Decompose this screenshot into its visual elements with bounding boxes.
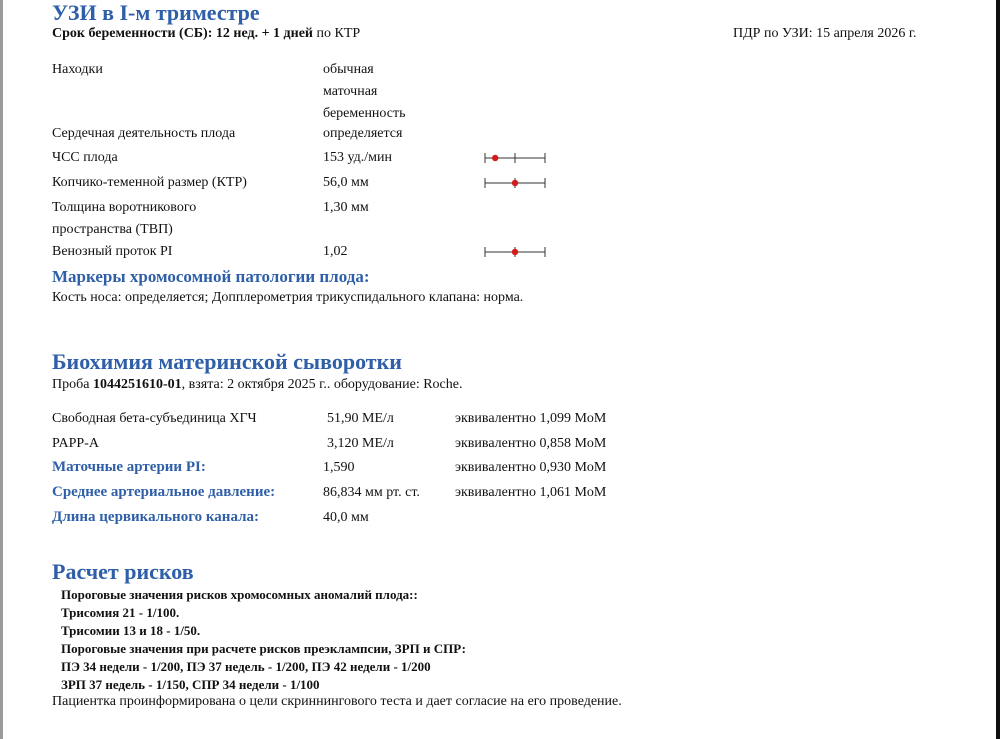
sample-details: , взята: 2 октября 2025 г.. оборудование: Roche. xyxy=(181,377,463,392)
risk-line: Пороговые значения рисков хромосомных аномалий плода:: xyxy=(61,587,418,602)
biochem-row-label: Среднее артериальное давление: xyxy=(52,484,276,500)
findings-value-line: обычная xyxy=(323,62,374,77)
row-label xyxy=(52,197,196,241)
range-marker xyxy=(484,175,546,191)
range-value-dot xyxy=(492,155,498,161)
range-value-dot xyxy=(512,249,518,255)
risk-line: ПЭ 34 недели - 1/200, ПЭ 37 недель - 1/200, ПЭ 42 недели - 1/200 xyxy=(61,659,431,674)
row-label: Венозный проток PI xyxy=(52,244,173,259)
consent-text: Пациентка проинформирована о цели скриннингового теста и дает согласие на его проведение. xyxy=(52,694,622,709)
biochem-row-value: 51,90 МЕ/л xyxy=(327,411,394,426)
biochem-row-value: 40,0 мм xyxy=(323,510,369,525)
row-value: 1,02 xyxy=(323,244,348,259)
row-value: 1,30 мм xyxy=(323,200,369,215)
findings-value-line: беременность xyxy=(323,106,406,121)
gestational-age-label: Срок беременности (СБ): xyxy=(52,26,213,41)
findings-value-line: маточная xyxy=(323,84,378,99)
sample-id: 1044251610-01 xyxy=(92,377,182,392)
markers-text: Кость носа: определяется; Допплерометрия трикуспидального клапана: норма. xyxy=(52,290,524,305)
biochem-row-mom: эквивалентно 1,061 MoM xyxy=(455,485,607,500)
biochem-row-label: Свободная бета-субъединица ХГЧ xyxy=(52,411,257,426)
biochem-row-value: 3,120 МЕ/л xyxy=(327,436,394,451)
row-label: ЧСС плода xyxy=(52,150,118,165)
markers-title: Маркеры хромосомной патологии плода: xyxy=(52,267,370,286)
biochem-row-label: PAPP-A xyxy=(52,436,99,451)
row-label-line: пространства (ТВП) xyxy=(52,222,173,237)
biochem-row-mom: эквивалентно 0,930 MoM xyxy=(455,460,607,475)
risk-line: Пороговые значения при расчете рисков преэклампсии, ЗРП и СПР: xyxy=(61,641,466,656)
biochem-row-label: Длина цервикального канала: xyxy=(52,509,259,525)
range-value-dot xyxy=(512,180,518,186)
row-value: 153 уд./мин xyxy=(323,150,392,165)
row-value: определяется xyxy=(323,126,403,141)
biochem-row-value: 86,834 мм рт. ст. xyxy=(323,485,420,500)
edd-text: ПДР по УЗИ: 15 апреля 2026 г. xyxy=(733,26,917,41)
risk-line: ЗРП 37 недель - 1/150, СПР 34 недели - 1/100 xyxy=(61,677,320,692)
row-label: Копчико-теменной размер (КТР) xyxy=(52,175,247,190)
page-edge-left xyxy=(0,0,3,739)
findings-value xyxy=(323,59,406,125)
findings-label: Находки xyxy=(52,62,103,77)
risk-line: Трисомии 13 и 18 - 1/50. xyxy=(61,623,201,638)
range-marker xyxy=(484,244,546,260)
range-marker xyxy=(484,150,546,166)
page-edge-right xyxy=(996,0,1000,739)
biochem-row-mom: эквивалентно 1,099 MoM xyxy=(455,411,607,426)
gestational-age-line xyxy=(52,26,360,42)
sample-line xyxy=(52,377,463,393)
risk-line: Трисомия 21 - 1/100. xyxy=(61,605,180,620)
row-label-line: Толщина воротникового xyxy=(52,200,197,215)
biochem-title: Биохимия материнской сыворотки xyxy=(52,349,402,374)
row-label: Сердечная деятельность плода xyxy=(52,126,236,141)
sample-prefix: Проба xyxy=(52,377,90,392)
biochem-row-mom: эквивалентно 0,858 MoM xyxy=(455,436,607,451)
gestational-age-method: по КТР xyxy=(316,26,361,41)
row-value: 56,0 мм xyxy=(323,175,369,190)
biochem-row-value: 1,590 xyxy=(323,460,355,475)
biochem-row-label: Маточные артерии PI: xyxy=(52,459,206,475)
risks-title: Расчет рисков xyxy=(52,559,194,584)
ultrasound-title: УЗИ в I-м триместре xyxy=(52,0,260,25)
gestational-age-value: 12 нед. + 1 дней xyxy=(215,26,313,41)
